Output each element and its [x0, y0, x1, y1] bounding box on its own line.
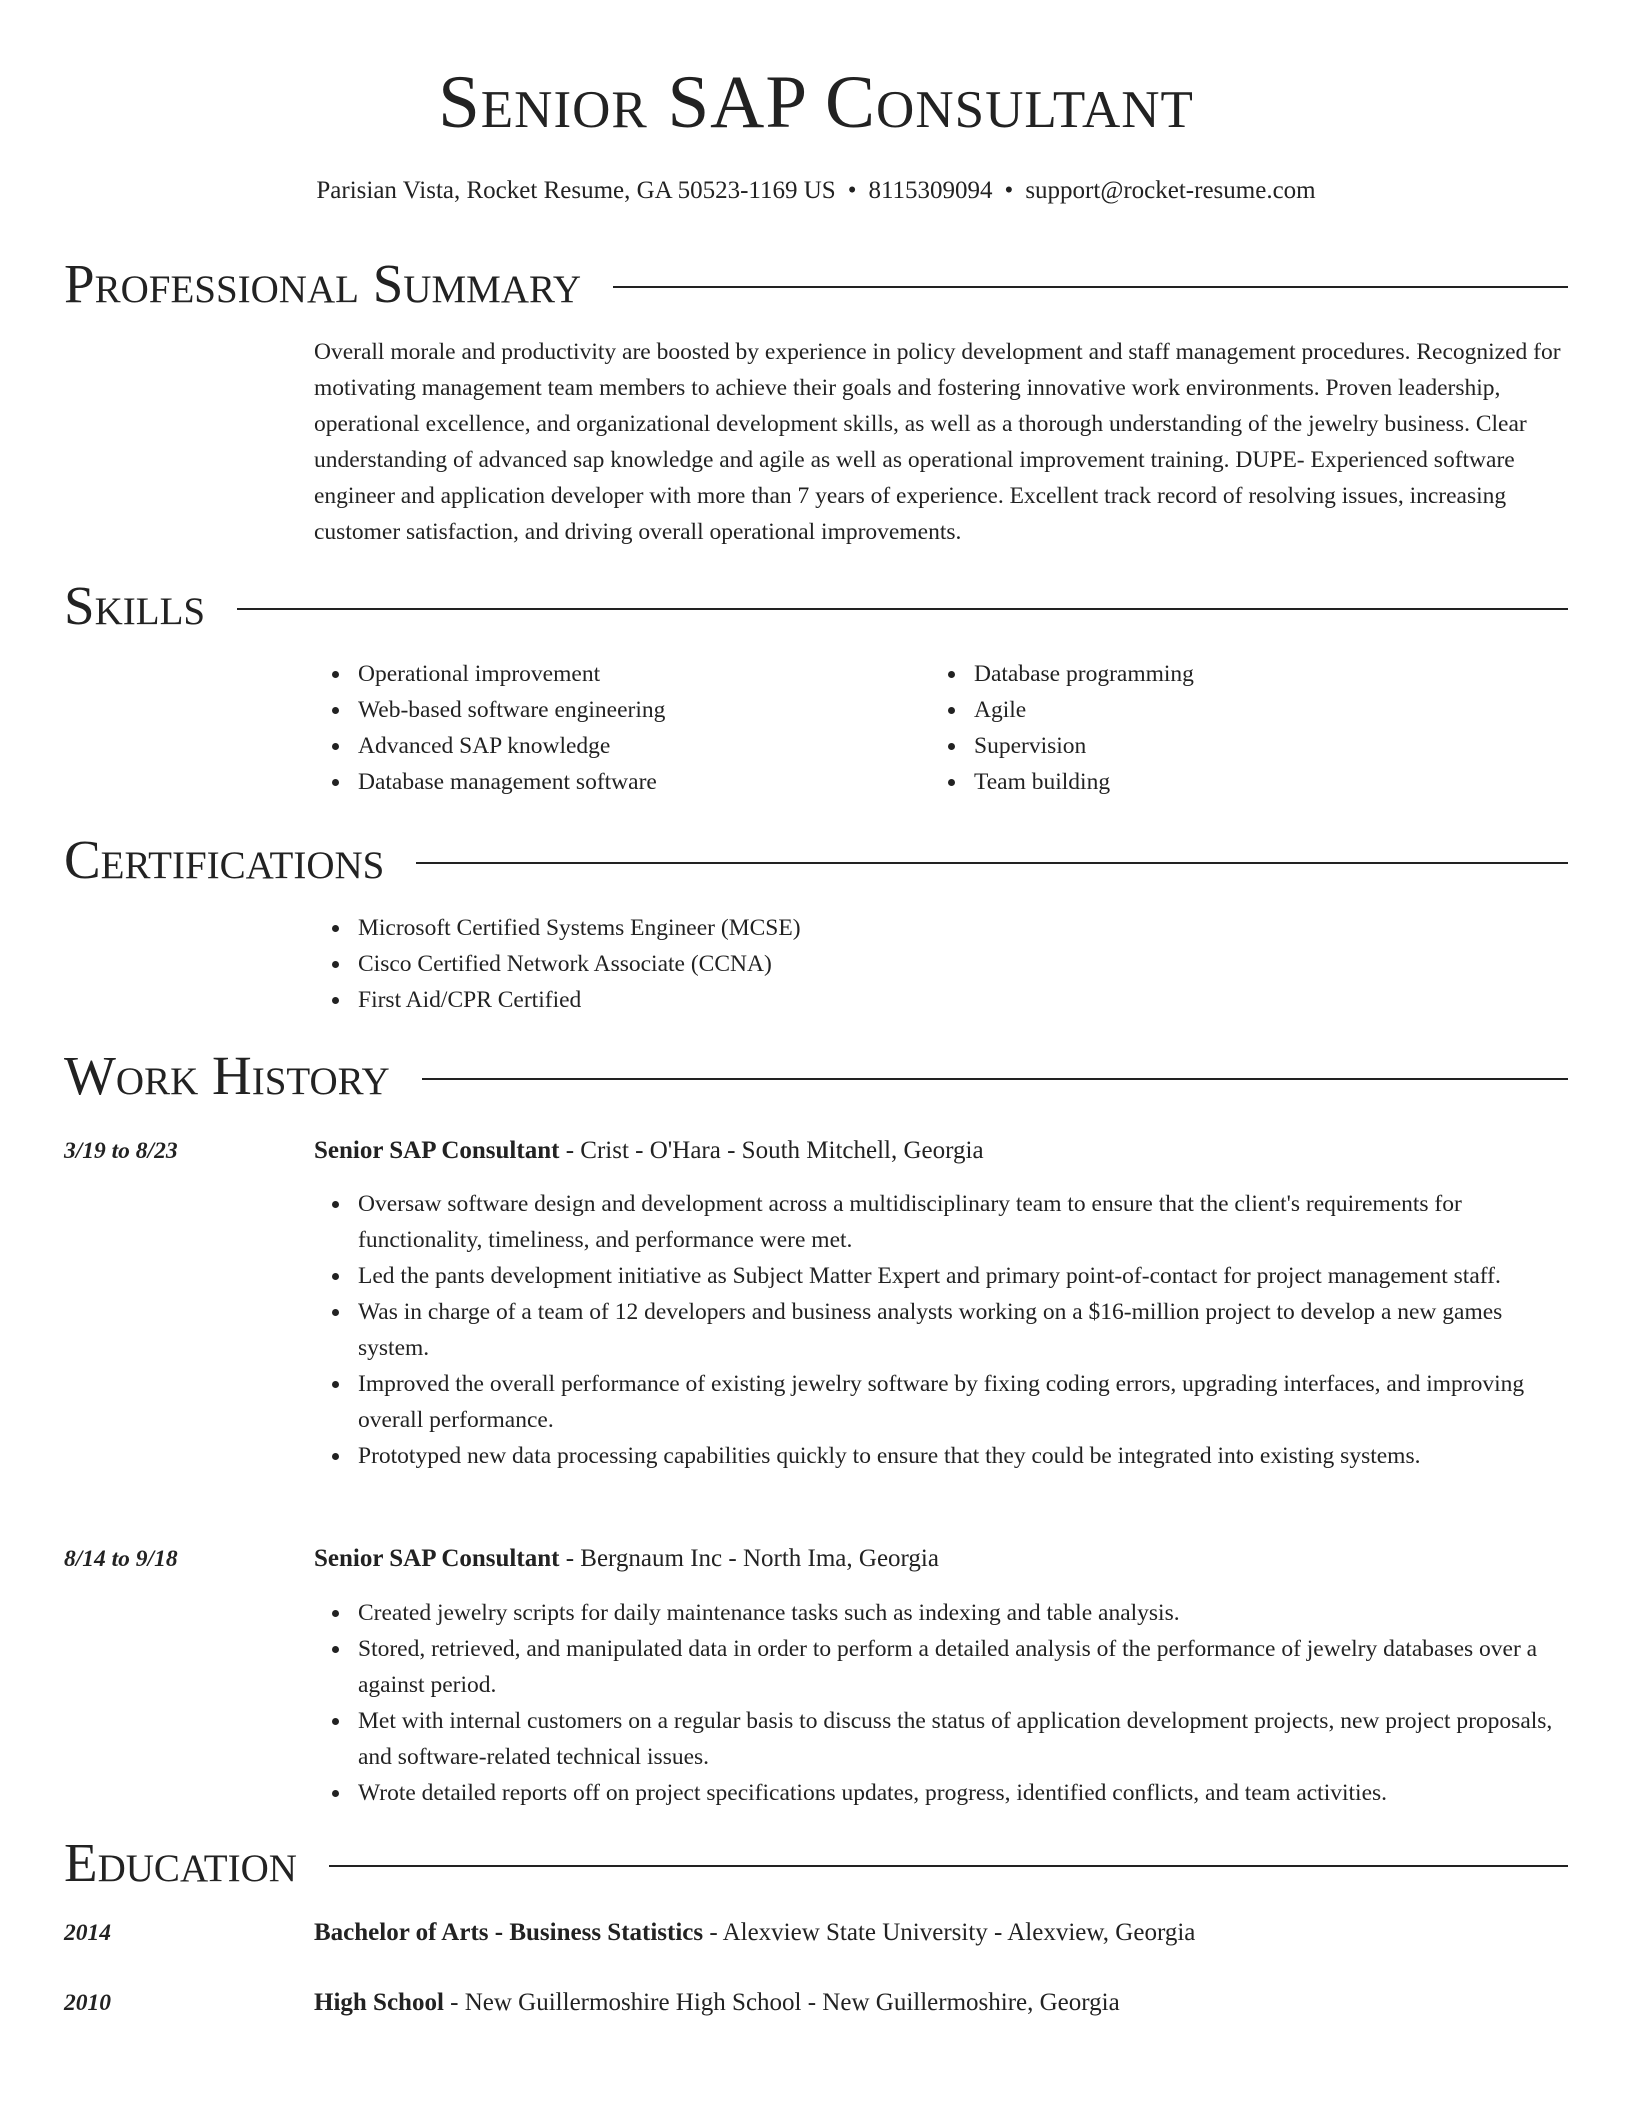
education-title: Education: [64, 1832, 297, 1893]
job-role: Senior SAP Consultant: [314, 1137, 560, 1164]
resume-name: Senior SAP Consultant: [438, 61, 1194, 144]
section-divider: [613, 286, 1568, 288]
education-degree: High School: [314, 1989, 444, 2016]
job-responsibilities: [314, 1595, 1568, 1811]
skill-item: Team building: [974, 764, 1546, 800]
education-entry: [314, 1915, 1568, 1951]
job-role: Senior SAP Consultant: [314, 1545, 560, 1572]
skills-section-header: [64, 576, 1568, 636]
job-dates: 8/14 to 9/18: [64, 1546, 178, 1572]
certifications-list: [314, 910, 1568, 1018]
summary-title: Professional Summary: [64, 253, 582, 314]
responsibility-item: Led the pants development initiative as Subject Matter Expert and primary point-of-contact for project management staff.: [358, 1258, 1568, 1294]
certification-item: Microsoft Certified Systems Engineer (MCSE): [358, 910, 1568, 946]
responsibility-item: Stored, retrieved, and manipulated data in order to perform a detailed analysis of the performance of jewelry databases over a against period.: [358, 1631, 1568, 1703]
contact-phone: 8115309094: [868, 177, 993, 204]
section-divider: [422, 1078, 1568, 1080]
section-divider: [237, 608, 1568, 610]
education-details: - Alexview State University - Alexview, Georgia: [703, 1919, 1196, 1946]
responsibility-item: Oversaw software design and development across a multidisciplinary team to ensure that the client's requirements for functionality, timeliness, and performance were met.: [358, 1186, 1568, 1258]
job-dates: 3/19 to 8/23: [64, 1138, 178, 1164]
certification-item: Cisco Certified Network Associate (CCNA): [358, 946, 1568, 982]
section-divider: [416, 862, 1568, 864]
responsibility-item: Prototyped new data processing capabilities quickly to ensure that they could be integrated into existing systems.: [358, 1438, 1568, 1474]
responsibility-item: Improved the overall performance of existing jewelry software by fixing coding errors, upgrading interfaces, and improving overall performance.: [358, 1366, 1568, 1438]
job-details: - Bergnaum Inc - North Ima, Georgia: [559, 1545, 939, 1572]
education-degree: Bachelor of Arts - Business Statistics: [314, 1919, 704, 1946]
summary-body: [314, 334, 1568, 550]
job-responsibilities: [314, 1186, 1568, 1474]
skill-item: Operational improvement: [358, 656, 930, 692]
certification-item: First Aid/CPR Certified: [358, 982, 1568, 1018]
responsibility-item: Met with internal customers on a regular basis to discuss the status of application development projects, new project proposals, and software-related technical issues.: [358, 1703, 1568, 1775]
job-heading: [314, 1133, 1568, 1169]
responsibility-item: Was in charge of a team of 12 developers and business analysts working on a $16-million project to develop a new games system.: [358, 1294, 1568, 1366]
skills-title: Skills: [64, 575, 206, 636]
summary-text: Overall morale and productivity are boosted by experience in policy development and staff management procedures. Recognized for motivating management team members to achieve their goals and fostering innovative work environments. Proven leadership, operational excellence, and organizational development skills, as well as a thorough understanding of the jewelry business. Clear understanding of advanced sap knowledge and agile as well as operational improvement training. DUPE- Experienced software engineer and application developer with more than 7 years of experience. Excellent track record of resolving issues, increasing customer satisfaction, and driving overall operational improvements.: [314, 339, 1561, 545]
certifications-title: Certifications: [64, 829, 385, 890]
skill-item: Database programming: [974, 656, 1546, 692]
job-heading: [314, 1541, 1568, 1577]
contact-line: [0, 176, 1632, 206]
skill-item: Agile: [974, 692, 1546, 728]
summary-section-header: [64, 254, 1568, 314]
contact-separator: •: [1004, 177, 1014, 204]
contact-email: support@rocket-resume.com: [1025, 177, 1316, 204]
skills-list: [314, 656, 1568, 800]
section-divider: [329, 1865, 1568, 1867]
education-year: 2014: [64, 1920, 111, 1946]
education-entry: [314, 1985, 1568, 2021]
education-details: - New Guillermoshire High School - New Guillermoshire, Georgia: [443, 1989, 1120, 2016]
skill-item: Advanced SAP knowledge: [358, 728, 930, 764]
skill-item: Supervision: [974, 728, 1546, 764]
skill-item: Web-based software engineering: [358, 692, 930, 728]
work-title: Work History: [64, 1045, 390, 1106]
contact-separator: •: [847, 177, 857, 204]
work-section-header: [64, 1046, 1568, 1106]
responsibility-item: Wrote detailed reports off on project specifications updates, progress, identified conflicts, and team activities.: [358, 1775, 1568, 1811]
education-year: 2010: [64, 1990, 111, 2016]
contact-address: Parisian Vista, Rocket Resume, GA 50523-1169 US: [316, 177, 836, 204]
job-details: - Crist - O'Hara - South Mitchell, Georgia: [559, 1137, 984, 1164]
responsibility-item: Created jewelry scripts for daily maintenance tasks such as indexing and table analysis.: [358, 1595, 1568, 1631]
education-section-header: [64, 1833, 1568, 1893]
skill-item: Database management software: [358, 764, 930, 800]
certifications-section-header: [64, 830, 1568, 890]
